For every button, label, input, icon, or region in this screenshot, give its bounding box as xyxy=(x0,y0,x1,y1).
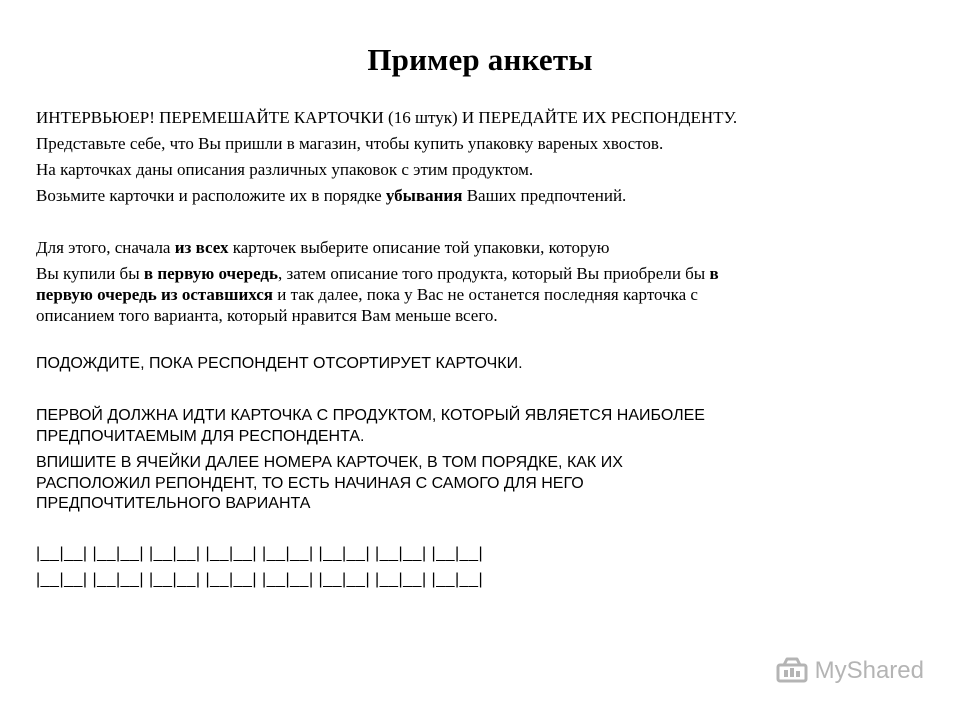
first-card-note-line-1: ПЕРВОЙ ДОЛЖНА ИДТИ КАРТОЧКА С ПРОДУКТОМ, КОТОРЫЙ ЯВЛЯЕТСЯ НАИБОЛЕЕ xyxy=(36,407,705,424)
explanation-emphasis: из всех xyxy=(174,238,229,257)
explanation-text: , затем описание того продукта, который Вы приобрели бы xyxy=(278,264,710,283)
myshared-logo-icon xyxy=(775,656,809,686)
intro-line-2: На карточках даны описания различных упаковок с этим продуктом. xyxy=(36,160,534,179)
explanation-text: Вы купили бы xyxy=(36,264,144,283)
explanation-line-4: описанием того варианта, который нравится Вам меньше всего. xyxy=(36,306,498,325)
explanation-text: и так далее, пока у Вас не останется последняя карточка с xyxy=(273,285,698,304)
wait-note: ПОДОЖДИТЕ, ПОКА РЕСПОНДЕНТ ОТСОРТИРУЕТ КАРТОЧКИ. xyxy=(36,355,523,372)
explanation-line-3 xyxy=(36,285,926,305)
interviewer-note: ИНТЕРВЬЮЕР! ПЕРЕМЕШАЙТЕ КАРТОЧКИ (16 штук) И ПЕРЕДАЙТЕ ИХ РЕСПОНДЕНТУ. xyxy=(36,108,738,127)
instruction-text-start: Возьмите карточки и расположите их в порядке xyxy=(36,186,386,205)
explanation-emphasis: первую очередь из оставшихся xyxy=(36,285,274,304)
explanation-text: Для этого, сначала xyxy=(36,238,175,257)
explanation-emphasis: в первую очередь xyxy=(143,264,279,283)
explanation-emphasis: в xyxy=(709,264,719,283)
explanation-text: карточек выберите описание той упаковки, которую xyxy=(228,238,610,257)
instruction-emphasis: убывания xyxy=(385,186,463,205)
intro-line-1: Представьте себе, что Вы пришли в магазин, чтобы купить упаковку вареных хвостов. xyxy=(36,134,664,153)
write-note-line-2: РАСПОЛОЖИЛ РЕПОНДЕНТ, ТО ЕСТЬ НАЧИНАЯ С САМОГО ДЛЯ НЕГО xyxy=(36,475,584,492)
instruction-text-end: Ваших предпочтений. xyxy=(462,186,627,205)
answer-grid-row-1[interactable]: |__|__| |__|__| |__|__| |__|__| |__|__| |__|__| |__|__| |__|__| xyxy=(36,545,484,562)
myshared-watermark xyxy=(775,656,924,686)
explanation-line-2 xyxy=(36,264,926,284)
write-note-line-3: ПРЕДПОЧТИТЕЛЬНОГО ВАРИАНТА xyxy=(36,495,311,512)
myshared-logo-text: MyShared xyxy=(814,657,924,684)
instruction-paragraph xyxy=(36,186,926,206)
answer-grid-row-2[interactable]: |__|__| |__|__| |__|__| |__|__| |__|__| |__|__| |__|__| |__|__| xyxy=(36,571,484,588)
page-title: Пример анкеты xyxy=(367,42,593,77)
write-note-line-1: ВПИШИТЕ В ЯЧЕЙКИ ДАЛЕЕ НОМЕРА КАРТОЧЕК, В ТОМ ПОРЯДКЕ, КАК ИХ xyxy=(36,454,623,471)
first-card-note-line-2: ПРЕДПОЧИТАЕМЫМ ДЛЯ РЕСПОНДЕНТА. xyxy=(36,428,365,445)
explanation-line-1 xyxy=(36,238,926,258)
